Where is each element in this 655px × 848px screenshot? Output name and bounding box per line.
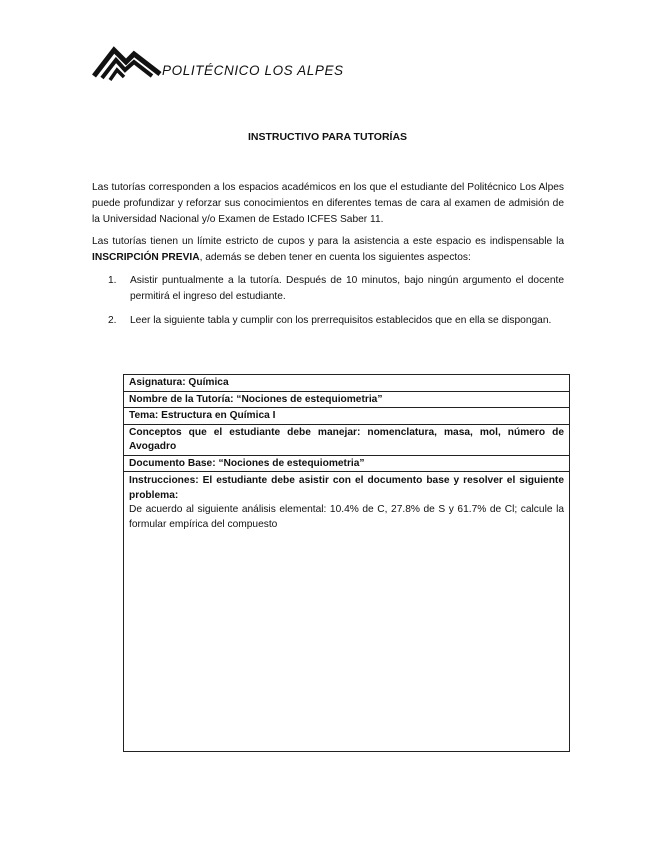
intro-paragraph: Las tutorías corresponden a los espacios académicos en los que el estudiante del Politécnico Los Alpes puede profundizar y reforzar sus conocimientos en diferentes temas de cara al examen de admisión de la Universidad Nacional y/o Examen de Estado ICFES Saber 11.	[92, 182, 564, 225]
table-row-instrucciones	[124, 472, 569, 532]
list-text: Asistir puntualmente a la tutoría. Después de 10 minutos, bajo ningún argumento el docente permitirá el ingreso del estudiante.	[130, 275, 564, 302]
problema-text: De acuerdo al siguiente análisis elemental: 10.4% de C, 27.8% de S y 61.7% de Cl; calcule la formular empírica del compuesto	[129, 504, 564, 530]
requirement-paragraph	[92, 234, 564, 266]
instrucciones-text: Instrucciones: El estudiante debe asistir con el documento base y resolver el siguiente problema:	[129, 475, 564, 501]
list-number: 2.	[108, 315, 117, 326]
requirement-text-before: Las tutorías tienen un límite estricto de cupos y para la asistencia a este espacio es indispensable la	[92, 236, 564, 247]
list-number: 1.	[108, 275, 117, 286]
list-text: Leer la siguiente tabla y cumplir con los prerrequisitos establecidos que en ella se dispongan.	[130, 315, 552, 326]
tutoria-table	[123, 374, 570, 752]
table-row-conceptos: Conceptos que el estudiante debe manejar: nomenclatura, masa, mol, número de Avogadro	[124, 425, 569, 456]
requirement-text-after: , además se deben tener en cuenta los siguientes aspectos:	[199, 252, 471, 263]
logo	[92, 40, 362, 84]
list-item	[108, 273, 564, 305]
table-row-asignatura: Asignatura: Química	[124, 375, 569, 392]
table-row-tema: Tema: Estructura en Química I	[124, 408, 569, 425]
list-item	[108, 313, 564, 329]
document-title: INSTRUCTIVO PARA TUTORÍAS	[247, 131, 408, 143]
table-row-nombre: Nombre de la Tutoría: “Nociones de estequiometria”	[124, 392, 569, 409]
brand-name: POLITÉCNICO LOS ALPES	[162, 63, 344, 78]
mountain-peaks-icon	[92, 40, 162, 84]
aspects-list	[108, 273, 564, 329]
table-row-documento: Documento Base: “Nociones de estequiometria”	[124, 456, 569, 473]
requirement-bold: INSCRIPCIÓN PREVIA	[92, 252, 200, 263]
